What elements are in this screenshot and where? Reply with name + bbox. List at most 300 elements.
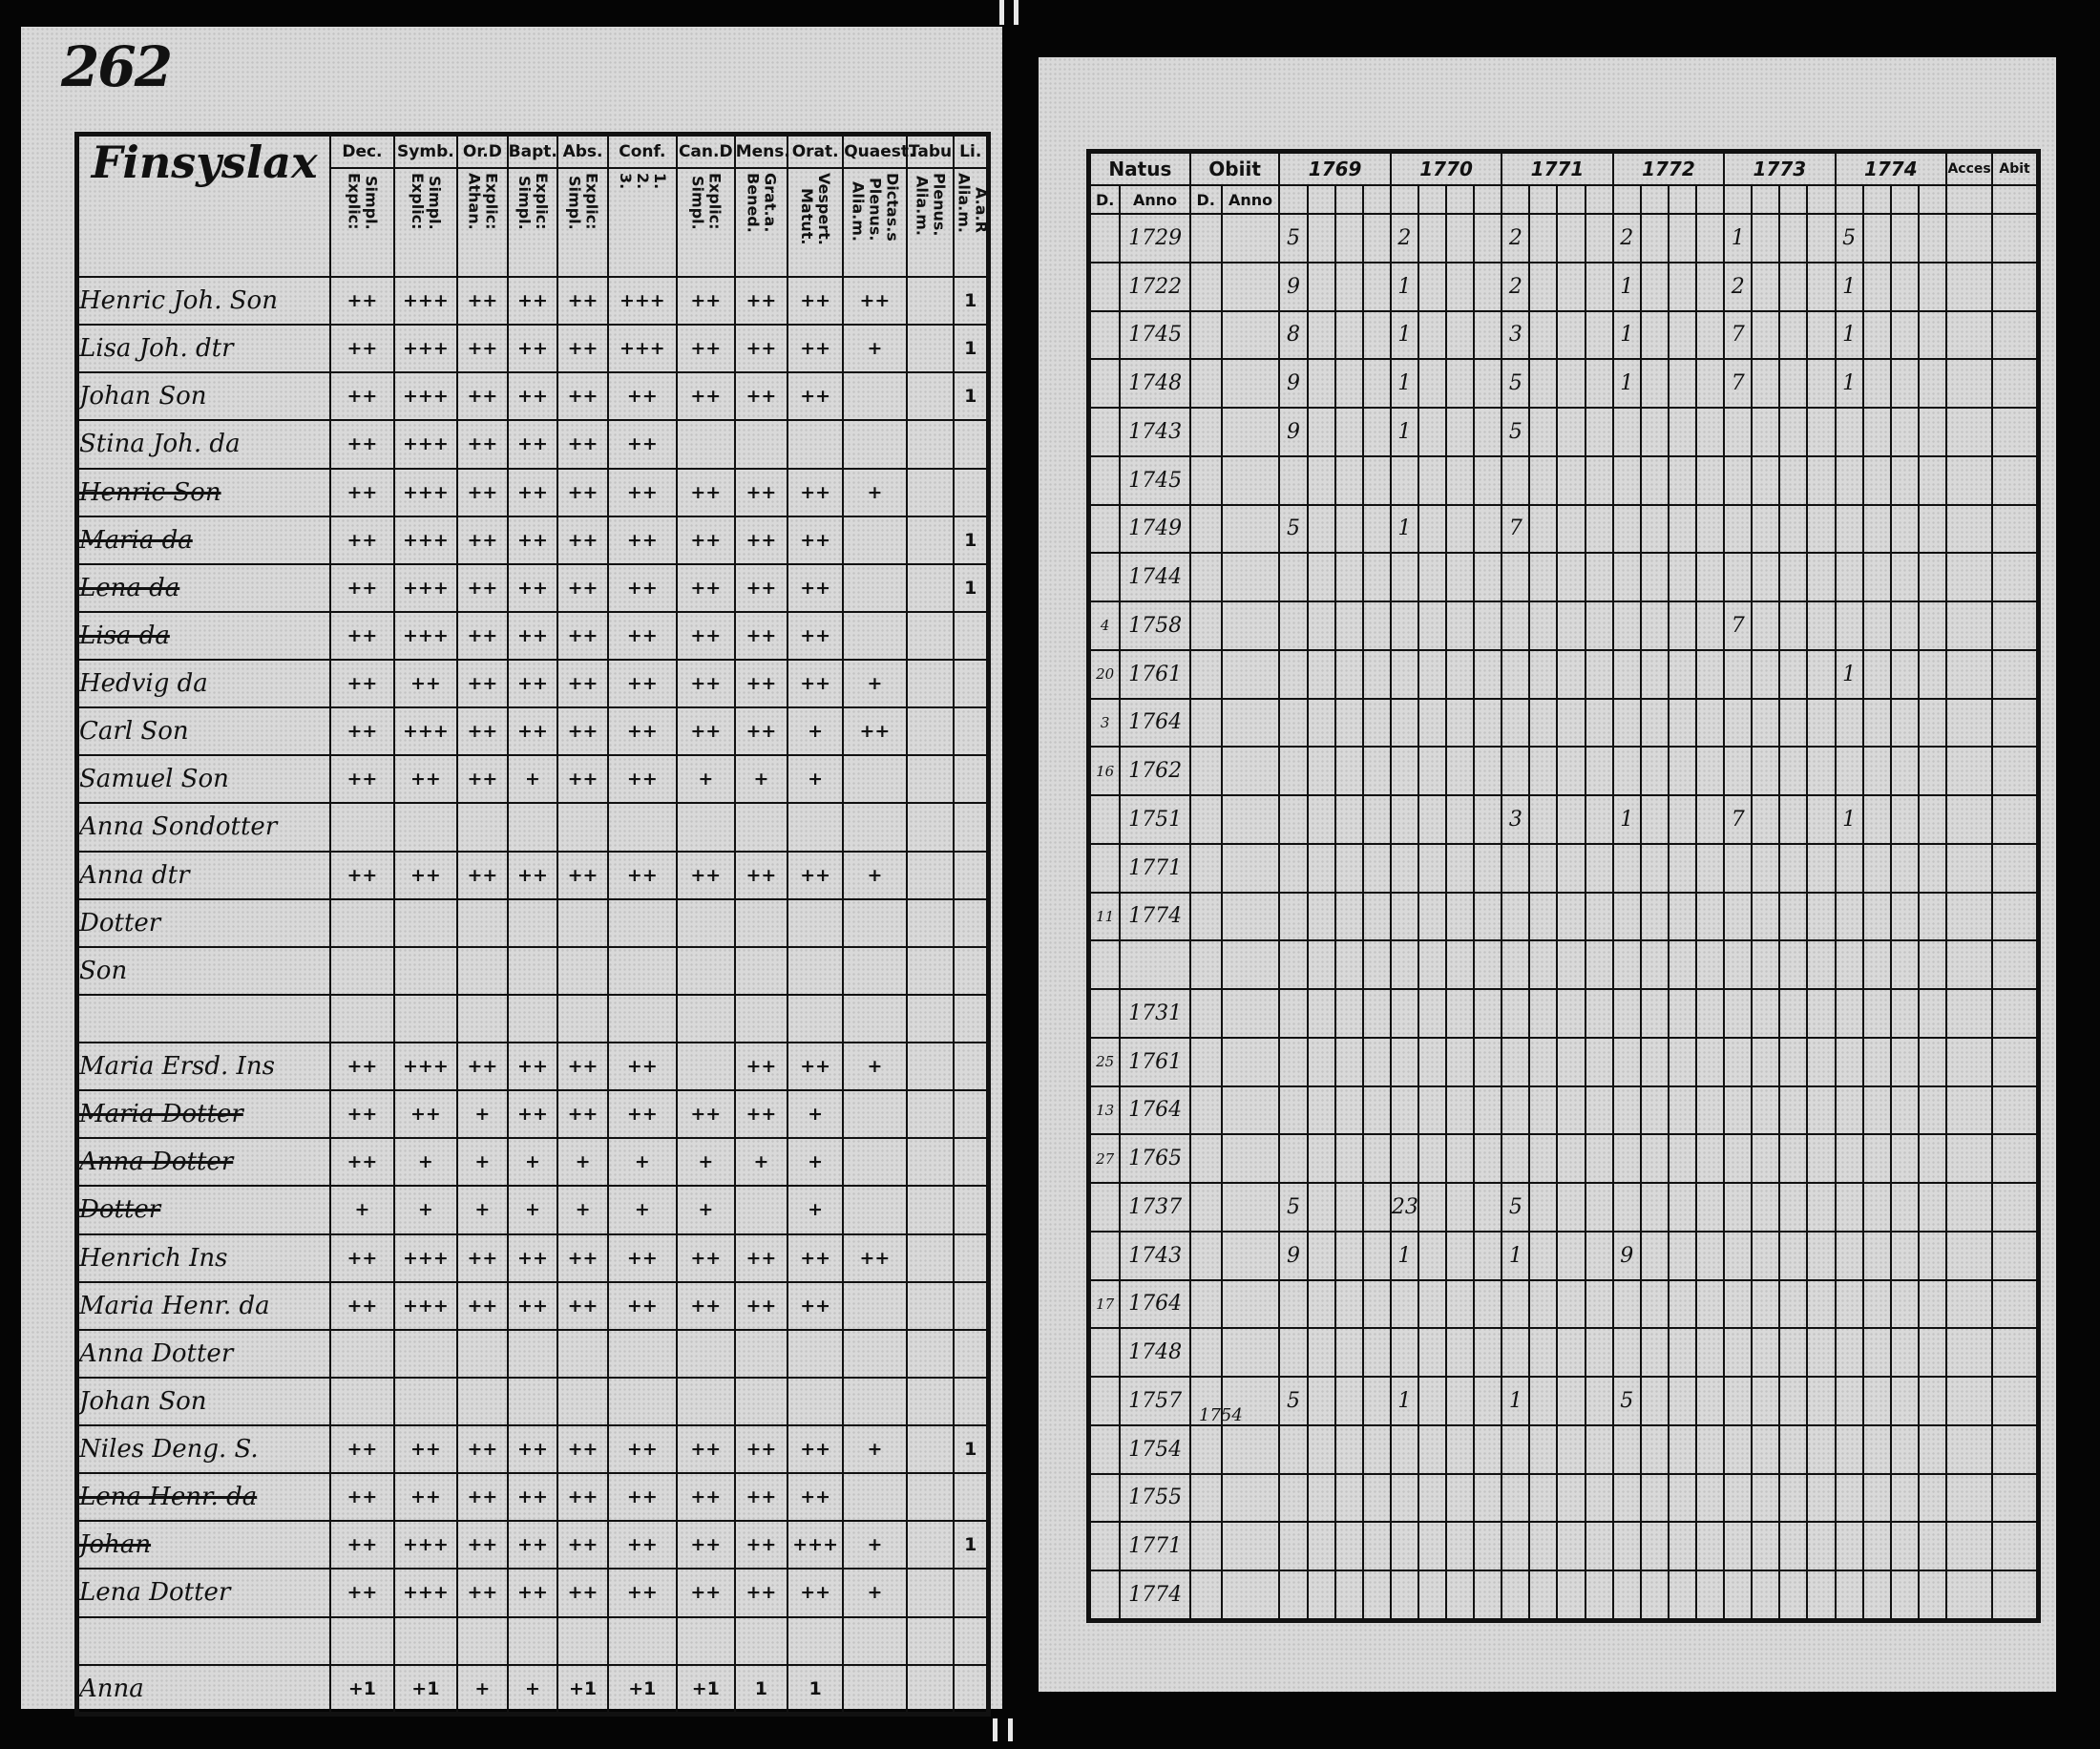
person-name-cell (77, 660, 331, 707)
register-row (77, 564, 989, 612)
year-tick-cell (1836, 456, 1863, 505)
year-sub-cell (1779, 1134, 1807, 1183)
year-header-1771: 1771 (1502, 152, 1612, 186)
year-sub-cell (1363, 893, 1391, 941)
year-sub-cell (1863, 1570, 1891, 1621)
mark-cell: ++ (735, 1043, 788, 1090)
year-sub-cell (1641, 893, 1669, 941)
column-subheader-text: Explic: (345, 173, 364, 230)
year-sub-cell (1752, 699, 1779, 748)
year-sub-cell (1919, 1134, 1946, 1183)
year-sub-cell (1363, 699, 1391, 748)
year-sub-cell (1696, 505, 1724, 554)
year-sub-cell (1308, 1134, 1335, 1183)
mark-cell: ++ (394, 1090, 457, 1138)
column-subheader-text: Simpl. (565, 175, 584, 230)
header-row (77, 135, 989, 169)
mark-cell (843, 1138, 906, 1186)
abiit-cell (1992, 844, 2038, 893)
year-sub-cell (1335, 408, 1363, 456)
mark-cell: ++ (330, 372, 393, 420)
year-sub-cell (1891, 408, 1919, 456)
year-sub-cell (1529, 505, 1557, 554)
year-sub-cell (1308, 408, 1335, 456)
year-tick-cell (1502, 553, 1529, 601)
year-sub-cell (1891, 1183, 1919, 1232)
mark-cell (677, 1330, 735, 1378)
year-sub-cell (1863, 747, 1891, 795)
year-sub-cell (1807, 359, 1835, 408)
year-sub-cell (1557, 650, 1585, 699)
year-tick-cell: 1 (1391, 1232, 1418, 1280)
year-sub-cell (1919, 263, 1946, 311)
year-sub-cell (1474, 699, 1502, 748)
mark-cell: ++ (788, 564, 843, 612)
year-sub-cell (1418, 650, 1446, 699)
mark-cell: ++ (330, 660, 393, 707)
birth-year-cell: 1755 (1120, 1474, 1189, 1523)
year-sub-cell (1863, 795, 1891, 844)
year-tick-cell (1279, 1474, 1307, 1523)
year-sub-cell (1446, 989, 1474, 1038)
birth-day-cell (1089, 359, 1121, 408)
year-tick-cell (1391, 1474, 1418, 1523)
mark-cell: ++ (677, 1090, 735, 1138)
year-sub-cell (1696, 893, 1724, 941)
mark-cell: + (330, 1186, 393, 1233)
mark-cell (735, 420, 788, 468)
year-sub-cell (1919, 699, 1946, 748)
column-header-5: Conf. (608, 135, 677, 169)
sub-header-empty (1529, 185, 1557, 214)
year-sub-cell (1363, 650, 1391, 699)
death-day-cell (1190, 1570, 1222, 1621)
year-sub-cell (1529, 1038, 1557, 1086)
year-sub-cell (1446, 456, 1474, 505)
year-sub-cell (1891, 1570, 1919, 1621)
year-sub-cell (1557, 601, 1585, 650)
year-sub-cell (1669, 456, 1696, 505)
year-sub-cell (1529, 1425, 1557, 1474)
year-tick-cell (1836, 844, 1863, 893)
year-tick-cell (1279, 1086, 1307, 1135)
mark-cell (907, 612, 955, 660)
year-tick-cell: 1 (1613, 359, 1641, 408)
sub-header-empty (1391, 185, 1418, 214)
column-header-1: Symb. (394, 135, 457, 169)
accessit-cell (1946, 1474, 1992, 1523)
mark-cell: +++ (608, 277, 677, 325)
mark-cell (907, 1234, 955, 1282)
year-tick-cell (1502, 1086, 1529, 1135)
mark-cell: ++ (508, 1234, 558, 1282)
year-sub-cell (1446, 311, 1474, 360)
year-sub-cell (1669, 311, 1696, 360)
accessit-cell (1946, 1183, 1992, 1232)
year-sub-cell (1474, 1570, 1502, 1621)
person-name: Lena Dotter (79, 1578, 231, 1608)
year-sub-cell (1891, 893, 1919, 941)
mark-cell (735, 995, 788, 1043)
mark-cell: + (557, 1186, 608, 1233)
year-sub-cell (1586, 893, 1613, 941)
year-sub-cell (1446, 553, 1474, 601)
year-sub-cell (1807, 1570, 1835, 1621)
mark-cell (330, 947, 393, 995)
mark-cell (557, 995, 608, 1043)
birth-year-cell: 1764 (1120, 699, 1189, 748)
mark-cell: ++ (457, 1521, 508, 1569)
year-sub-cell (1308, 1377, 1335, 1425)
register-row (77, 1569, 989, 1616)
year-sub-cell (1919, 893, 1946, 941)
birth-year-cell: 1761 (1120, 1038, 1189, 1086)
death-year-cell (1222, 359, 1280, 408)
year-sub-cell (1529, 844, 1557, 893)
year-tick-cell (1279, 795, 1307, 844)
death-day-cell (1190, 1232, 1222, 1280)
register-row (1089, 1086, 2039, 1135)
year-tick-cell: 9 (1279, 1232, 1307, 1280)
year-sub-cell (1557, 1474, 1585, 1523)
year-sub-cell (1779, 795, 1807, 844)
mark-cell (843, 1473, 906, 1521)
year-sub-cell (1696, 408, 1724, 456)
mark-cell: ++ (788, 1234, 843, 1282)
year-sub-cell (1752, 359, 1779, 408)
year-tick-cell: 5 (1502, 359, 1529, 408)
mark-cell (843, 1090, 906, 1138)
mark-cell: 1 (954, 1425, 988, 1473)
year-tick-cell (1724, 1134, 1752, 1183)
year-sub-cell (1919, 1425, 1946, 1474)
year-sub-cell (1586, 940, 1613, 989)
year-sub-cell (1418, 263, 1446, 311)
year-sub-cell (1919, 795, 1946, 844)
death-year-cell (1222, 1425, 1280, 1474)
register-row (1089, 1570, 2039, 1621)
mark-cell: ++ (557, 852, 608, 899)
abiit-cell (1992, 408, 2038, 456)
mark-cell: ++ (557, 325, 608, 372)
year-tick-cell: 9 (1279, 263, 1307, 311)
year-sub-cell (1446, 940, 1474, 989)
register-row (77, 612, 989, 660)
death-day-cell (1190, 1328, 1222, 1377)
death-year-cell (1222, 408, 1280, 456)
year-sub-cell (1418, 1570, 1446, 1621)
mark-cell: ++ (457, 516, 508, 564)
person-name: Henric Son (79, 477, 221, 507)
column-subheader-text: Explic: (408, 173, 427, 230)
year-sub-cell (1446, 893, 1474, 941)
page-number: 262 (61, 34, 172, 99)
year-sub-cell (1557, 553, 1585, 601)
person-name: Henrich Ins (79, 1243, 228, 1273)
year-sub-cell (1418, 1134, 1446, 1183)
year-sub-cell (1696, 456, 1724, 505)
year-sub-cell (1586, 844, 1613, 893)
year-sub-cell (1891, 1474, 1919, 1523)
year-tick-cell (1836, 1038, 1863, 1086)
year-sub-cell (1529, 795, 1557, 844)
mark-cell: ++ (557, 1425, 608, 1473)
year-sub-cell (1335, 1086, 1363, 1135)
mark-cell: ++ (457, 755, 508, 803)
year-sub-cell (1446, 1038, 1474, 1086)
year-sub-cell (1335, 893, 1363, 941)
year-sub-cell (1586, 699, 1613, 748)
year-sub-cell (1807, 1328, 1835, 1377)
year-sub-cell (1752, 940, 1779, 989)
year-sub-cell (1779, 893, 1807, 941)
column-subheader-text: Dictas.s (883, 173, 902, 242)
year-sub-cell (1335, 1134, 1363, 1183)
abiit-cell (1992, 699, 2038, 748)
mark-cell: +++ (394, 1282, 457, 1330)
year-sub-cell (1669, 989, 1696, 1038)
year-sub-cell (1529, 359, 1557, 408)
accessit-cell (1946, 359, 1992, 408)
column-subheader-text: A.a.R (972, 187, 991, 233)
year-sub-cell (1529, 1474, 1557, 1523)
year-sub-cell (1669, 940, 1696, 989)
abiit-cell (1992, 1474, 2038, 1523)
mark-cell: ++ (508, 564, 558, 612)
right-subheader-row (1089, 185, 2039, 214)
year-sub-cell (1641, 747, 1669, 795)
mark-cell: ++ (735, 516, 788, 564)
mark-cell: ++ (608, 660, 677, 707)
year-sub-cell (1363, 1232, 1391, 1280)
year-sub-cell (1586, 1280, 1613, 1329)
year-sub-cell (1446, 1232, 1474, 1280)
mark-cell (843, 899, 906, 947)
year-tick-cell (1724, 1328, 1752, 1377)
year-sub-cell (1669, 1232, 1696, 1280)
death-year-cell (1222, 1183, 1280, 1232)
column-subheader-8 (788, 168, 843, 277)
year-tick-cell: 2 (1724, 263, 1752, 311)
year-sub-cell (1418, 1183, 1446, 1232)
death-day-cell (1190, 1522, 1222, 1570)
mark-cell: ++ (677, 1282, 735, 1330)
year-sub-cell (1807, 650, 1835, 699)
abiit-cell (1992, 1328, 2038, 1377)
column-subheader-text: Alia.m. (955, 173, 974, 233)
year-sub-cell (1641, 214, 1669, 263)
column-subheader-text: Simpl. (688, 175, 707, 230)
death-year-cell (1222, 456, 1280, 505)
year-tick-cell: 1 (1613, 795, 1641, 844)
year-sub-cell (1335, 747, 1363, 795)
year-sub-cell (1557, 263, 1585, 311)
year-sub-cell (1807, 795, 1835, 844)
person-name-cell (77, 372, 331, 420)
register-row (1089, 844, 2039, 893)
mark-cell (907, 1330, 955, 1378)
sub-header-empty (1946, 185, 1992, 214)
year-sub-cell (1807, 1522, 1835, 1570)
abiit-cell (1992, 311, 2038, 360)
mark-cell (843, 803, 906, 851)
register-row (1089, 263, 2039, 311)
year-sub-cell (1446, 1086, 1474, 1135)
mark-cell: ++ (735, 1282, 788, 1330)
birth-year-cell: 1743 (1120, 1232, 1189, 1280)
year-tick-cell (1279, 1570, 1307, 1621)
year-tick-cell (1724, 650, 1752, 699)
year-sub-cell (1919, 1570, 1946, 1621)
mark-cell (954, 469, 988, 516)
death-year-cell (1222, 795, 1280, 844)
person-name-cell (77, 995, 331, 1043)
mark-cell: ++ (608, 1473, 677, 1521)
year-sub-cell (1696, 940, 1724, 989)
right-header-row (1089, 152, 2039, 186)
register-row (77, 1090, 989, 1138)
column-subheader-text: Athan. (465, 173, 484, 230)
abiit-cell (1992, 456, 2038, 505)
year-sub-cell (1696, 650, 1724, 699)
mark-cell: +++ (394, 564, 457, 612)
year-tick-cell: 1 (1836, 263, 1863, 311)
mark-cell: ++ (394, 660, 457, 707)
year-sub-cell (1418, 1038, 1446, 1086)
year-tick-cell: 9 (1613, 1232, 1641, 1280)
year-tick-cell (1836, 1280, 1863, 1329)
year-sub-cell (1669, 214, 1696, 263)
year-sub-cell (1586, 263, 1613, 311)
year-sub-cell (1474, 214, 1502, 263)
mark-cell: + (843, 852, 906, 899)
year-tick-cell: 5 (1279, 505, 1307, 554)
mark-cell: + (788, 755, 843, 803)
year-sub-cell (1557, 1328, 1585, 1377)
year-sub-cell (1752, 1570, 1779, 1621)
mark-cell: ++ (735, 325, 788, 372)
accessit-cell (1946, 408, 1992, 456)
year-tick-cell (1613, 1280, 1641, 1329)
year-sub-cell (1669, 893, 1696, 941)
death-year-cell (1222, 844, 1280, 893)
year-tick-cell (1836, 1134, 1863, 1183)
year-sub-cell (1557, 893, 1585, 941)
year-sub-cell (1418, 456, 1446, 505)
year-tick-cell (1279, 940, 1307, 989)
year-sub-cell (1446, 844, 1474, 893)
year-sub-cell (1919, 989, 1946, 1038)
mark-cell: ++ (508, 516, 558, 564)
year-sub-cell (1586, 601, 1613, 650)
year-tick-cell: 7 (1502, 505, 1529, 554)
obiit-note: 1754 (1199, 1405, 1243, 1425)
year-tick-cell (1724, 456, 1752, 505)
year-tick-cell (1613, 893, 1641, 941)
mark-cell (954, 899, 988, 947)
year-tick-cell: 1 (1391, 263, 1418, 311)
mark-cell (557, 1378, 608, 1425)
year-sub-cell (1446, 699, 1474, 748)
mark-cell: ++ (457, 1425, 508, 1473)
column-subheader-text: 3. (616, 173, 635, 190)
birth-day-cell: 11 (1089, 893, 1121, 941)
column-header-11: Li. (954, 135, 988, 169)
year-sub-cell (1557, 940, 1585, 989)
death-year-cell (1222, 747, 1280, 795)
year-sub-cell (1557, 747, 1585, 795)
person-name: Anna dtr (79, 860, 190, 890)
mark-cell (907, 1090, 955, 1138)
year-tick-cell (1502, 1038, 1529, 1086)
year-tick-cell (1724, 747, 1752, 795)
mark-cell (557, 899, 608, 947)
year-sub-cell (1863, 1522, 1891, 1570)
mark-cell: ++ (557, 564, 608, 612)
year-tick-cell (1724, 1038, 1752, 1086)
register-row (1089, 408, 2039, 456)
year-sub-cell (1363, 505, 1391, 554)
register-row (77, 803, 989, 851)
year-tick-cell (1502, 893, 1529, 941)
year-sub-cell (1863, 844, 1891, 893)
year-sub-cell (1669, 1280, 1696, 1329)
year-sub-cell (1696, 1183, 1724, 1232)
mark-cell (508, 995, 558, 1043)
person-name-cell (77, 755, 331, 803)
register-row (77, 1425, 989, 1473)
sub-header-empty (1641, 185, 1669, 214)
year-sub-cell (1669, 1183, 1696, 1232)
column-subheader-text: 2. (633, 173, 652, 190)
year-tick-cell: 5 (1613, 1377, 1641, 1425)
mark-cell: + (843, 1521, 906, 1569)
year-tick-cell (1613, 844, 1641, 893)
year-sub-cell (1529, 1280, 1557, 1329)
mark-cell: ++ (735, 612, 788, 660)
year-sub-cell (1418, 989, 1446, 1038)
sub-header-empty (1446, 185, 1474, 214)
mark-cell: ++ (677, 277, 735, 325)
year-tick-cell (1279, 747, 1307, 795)
person-name: Niles Deng. S. (79, 1435, 259, 1465)
mark-cell (907, 1282, 955, 1330)
year-sub-cell (1863, 263, 1891, 311)
year-tick-cell: 2 (1391, 214, 1418, 263)
mark-cell: ++ (788, 660, 843, 707)
year-tick-cell (1391, 601, 1418, 650)
year-sub-cell (1641, 1183, 1669, 1232)
mark-cell: ++ (557, 1234, 608, 1282)
death-day-cell (1190, 311, 1222, 360)
mark-cell (735, 803, 788, 851)
year-sub-cell (1752, 1328, 1779, 1377)
year-sub-cell (1418, 844, 1446, 893)
year-sub-cell (1418, 408, 1446, 456)
abiit-cell (1992, 893, 2038, 941)
year-tick-cell (1279, 1425, 1307, 1474)
mark-cell: ++ (330, 1425, 393, 1473)
year-sub-cell (1474, 456, 1502, 505)
mark-cell: ++ (735, 1569, 788, 1616)
mark-cell (394, 995, 457, 1043)
mark-cell: ++ (457, 852, 508, 899)
mark-cell (907, 516, 955, 564)
birth-day-cell: 3 (1089, 699, 1121, 748)
person-name-cell (77, 277, 331, 325)
mark-cell: 1 (954, 564, 988, 612)
register-row (1089, 1134, 2039, 1183)
